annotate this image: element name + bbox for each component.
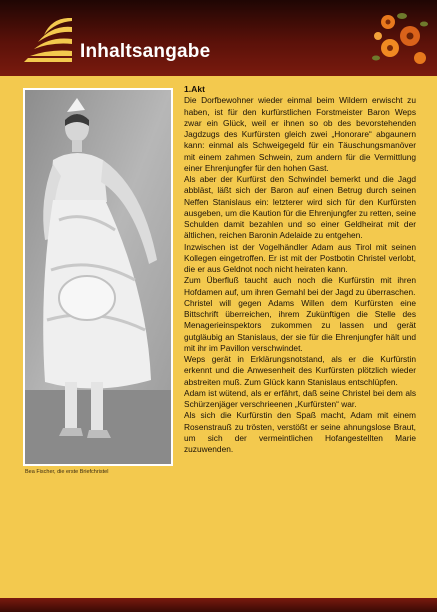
- paragraph: Als sich die Kurfürstin den Spaß macht, Adam mit einem Rosenstrauß zu trösten, verstößt er seine ahnungslose Braut, um sich der vermeintlichen Hofangestellten Marie zuzuwenden.: [184, 410, 416, 454]
- paragraph: Inzwischen ist der Vogelhändler Adam aus Tirol mit seinen Kollegen eingetroffen. Er ist mit der Postbotin Christel verlobt, die er aus Geldnot noch nicht heiraten kann.: [184, 241, 416, 274]
- act-heading: 1.Akt: [184, 84, 206, 94]
- paragraph: Als aber der Kurfürst den Schwindel bemerkt und die Jagd abbläst, läßt sich der Baron auf einen Betrug durch seinen Neffen Stanislaus ein: letzterer wird sich für den Kurfürsten ausgeben, um die Kaution für die Ehrenjungfer zu retten, seine Schulden damit bezahlen und so einer Geldheirat mit der ältlichen, reichen Baronin Adelaide zu entgehen.: [184, 174, 416, 241]
- orange-flowers-icon: [368, 6, 434, 68]
- paragraph: Adam ist wütend, als er erfährt, daß seine Christel bei dem als Schürzenjäger verschrieenen „Kurfürsten“ war.: [184, 387, 416, 409]
- woman-in-ballgown-photo: [25, 90, 171, 464]
- photo-frame: [23, 88, 173, 466]
- fan-logo-icon: [22, 18, 74, 66]
- paragraph: Zum Überfluß taucht auch noch die Kurfürstin mit ihren Hofdamen auf, um ihren Gemahl bei der Jagd zu überraschen.: [184, 275, 416, 297]
- paragraph: Christel will gegen Adams Willen dem Kurfürsten eine Bittschrift überreichen, ihrem Zukünftigen die Stelle des Menagerieinspektors zukommen zu lassen und gerät gutgläubig an Stanislaus, der sie für die Ehrenjungfer hält und mit ihr im Pavillon verschwindet.: [184, 297, 416, 353]
- photo-caption: Bea Fischer, die erste Briefchristel: [25, 469, 109, 475]
- page-title: Inhaltsangabe: [80, 41, 211, 62]
- header-bar: [0, 0, 437, 76]
- synopsis-text: [184, 84, 416, 455]
- footer-bar: [0, 598, 437, 612]
- paragraph: Die Dorfbewohner wieder einmal beim Wildern erwischt zu haben, ist für den kurfürstlichen Forstmeister Baron Weps zwar ein Glück, weil er ihnen so ob des bevorstehenden Jagdzugs des Kurfürsten gleich zwei „Honorare“ abgaunern kann: einmal als Schweigegeld für ein Täuschungsmanöver mit einem zahmen Schwein, zum andern für die Vermittlung einer Ehrenjungfer für den hohen Gast.: [184, 95, 416, 173]
- paragraph: Weps gerät in Erklärungsnotstand, als er die Kurfürstin erkennt und die Anwesenheit des Kurfürsten plötzlich wieder abstreiten muß. Zum Glück kann Stanislaus entschlüpfen.: [184, 354, 416, 387]
